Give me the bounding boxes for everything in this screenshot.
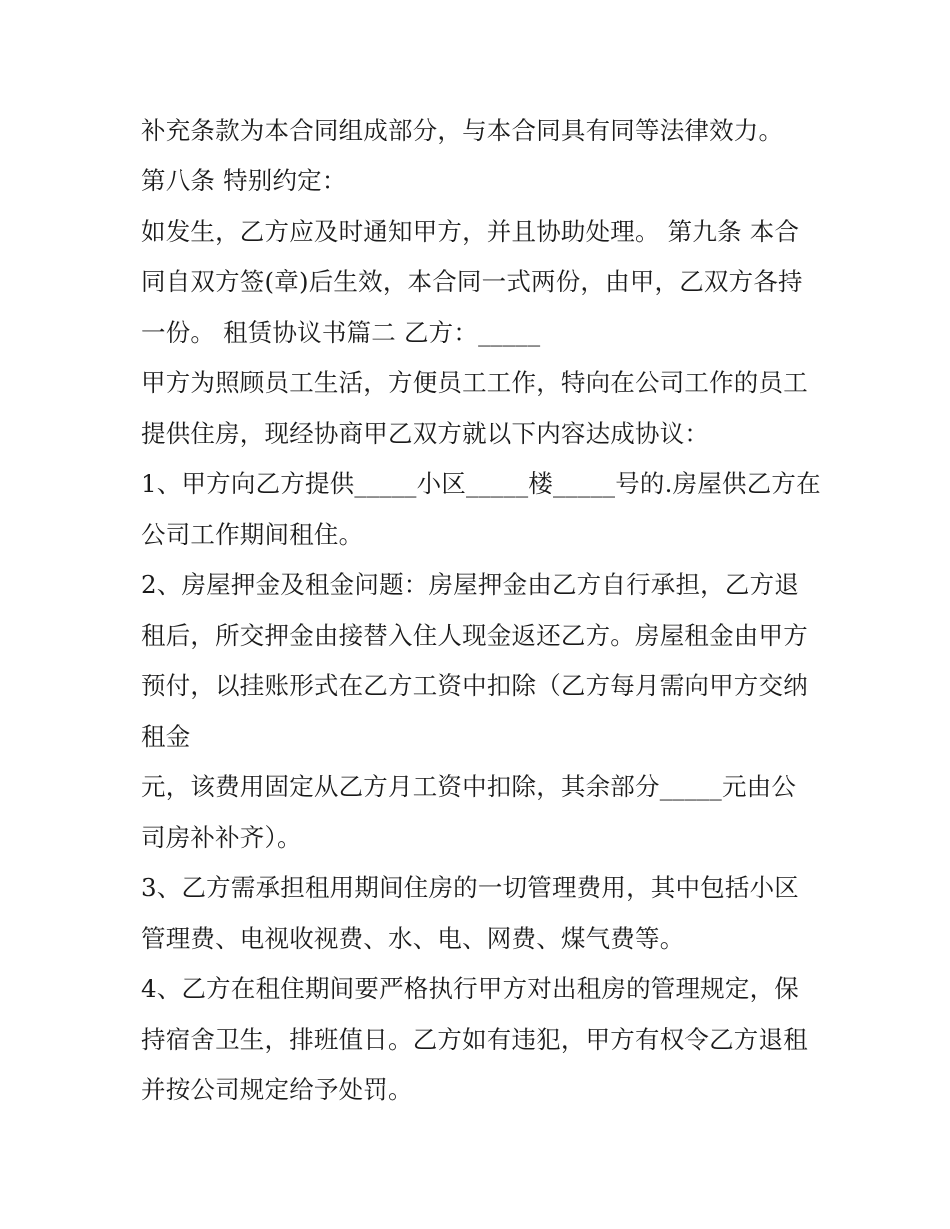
paragraph-line: 提供住房，现经协商甲乙双方就以下内容达成协议： — [141, 419, 710, 448]
paragraph-line: 甲方为照顾员工生活，方便员工工作，特向在公司工作的员工 — [141, 368, 808, 397]
paragraph-line: 公司工作期间租住。 — [141, 520, 364, 549]
paragraph-line: 预付，以挂账形式在乙方工资中扣除（乙方每月需向甲方交纳 — [141, 671, 808, 700]
paragraph-line: 元，该费用固定从乙方月工资中扣除，其余部分_____元由公 — [141, 772, 797, 801]
paragraph-line: 租后，所交押金由接替入住人现金返还乙方。房屋租金由甲方 — [141, 621, 808, 650]
paragraph-line: 如发生，乙方应及时通知甲方，并且协助处理。 第九条 本合 — [141, 217, 800, 246]
paragraph-line: 1、甲方向乙方提供_____小区_____楼_____号的.房屋供乙方在 — [141, 469, 821, 498]
paragraph-line: 4、乙方在租住期间要严格执行甲方对出租房的管理规定，保 — [141, 974, 799, 1003]
paragraph-line: 管理费、电视收视费、水、电、网费、煤气费等。 — [141, 924, 685, 953]
section-heading: 第八条 特别约定： — [141, 166, 347, 195]
paragraph-line: 一份。 租赁协议书篇二 乙方：_____ — [141, 318, 541, 347]
paragraph-line: 2、房屋押金及租金问题：房屋押金由乙方自行承担，乙方退 — [141, 570, 799, 599]
paragraph-line: 同自双方签(章)后生效，本合同一式两份，由甲，乙双方各持 — [141, 267, 803, 296]
paragraph-line: 持宿舍卫生，排班值日。乙方如有违犯，甲方有权令乙方退租 — [141, 1025, 808, 1054]
paragraph-line: 租金 — [141, 722, 191, 751]
paragraph-line: 补充条款为本合同组成部分，与本合同具有同等法律效力。 — [141, 116, 784, 145]
paragraph-line: 3、乙方需承担租用期间住房的一切管理费用，其中包括小区 — [141, 873, 799, 902]
paragraph-line: 并按公司规定给予处罚。 — [141, 1075, 413, 1104]
paragraph-line: 司房补补齐）。 — [141, 823, 302, 852]
